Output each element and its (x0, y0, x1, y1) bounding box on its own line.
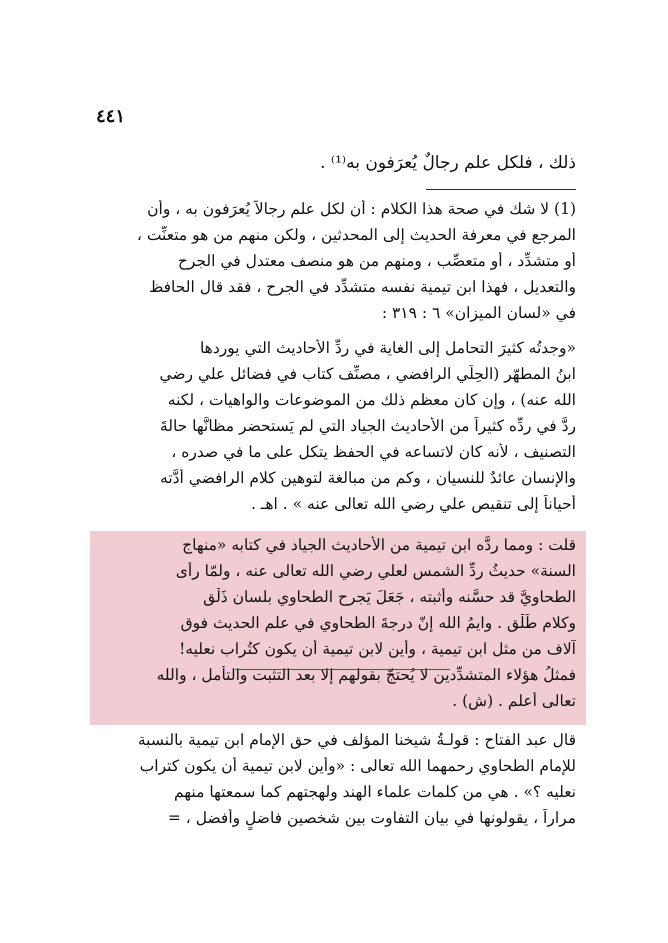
footnote-line: أو متشدِّد ، أو متعصِّب ، ومنهم من هو منصف معتدل في الجرح (177, 252, 576, 270)
note-line: قال عبد الفتاح : قولـةُ شيخنا المؤلف في حق الإمام ابن تيمية بالنسبة (137, 731, 576, 749)
highlight-line: تعالى أعلم . (ش) . (452, 692, 576, 710)
quote-line: الله عنه) ، وإن كان معظم ذلك من الموضوعات والواهيات ، لكنه (167, 391, 576, 409)
editor-note (90, 731, 576, 835)
footnote-line: المرجع في معرفة الحديث إلى المحدثين ، ولكن منهم من هو متعنِّت ، (136, 226, 576, 244)
quote-line: «وجدتُه كثيرَ التحامل إلى الغاية في ردِّ الأحاديث التي يوردها (199, 339, 576, 357)
quote-line: أحياناً إلى تنقيص علي رضي الله تعالى عنه » . اهـ . (250, 495, 576, 513)
quote-line: التصنيف ، لأنه كان لاتساعه في الحفظ يتكل على ما في صدره ، (171, 443, 576, 461)
highlight-line: آلاف من مثل ابن تيمية ، وأين لابن تيمية أن يكون كتُراب نعليه! (179, 640, 576, 658)
page-number: ٤٤١ (96, 106, 126, 127)
underline-annotation (235, 669, 450, 670)
note-line: للإمام الطحاوي رحمهما الله تعالى : «وأين لابن تيمية أن يكون كتراب (139, 757, 576, 775)
footnote-quote (90, 339, 576, 521)
quote-line: ابنُ المطهّر (الحِلّي الرافضي ، مصنِّف كتاب في فضائل علي رضي (159, 365, 576, 383)
quote-line: والإنسان عائدٌ للنسيان ، وكم من مبالغة لتوهين كلام الرافضي أدَّته (160, 469, 576, 487)
footnote-line: (1) لا شك في صحة هذا الكلام : أن لكل علم رجالاً يُعرَفون به ، وأن (147, 200, 576, 218)
highlight-line: فمثلُ هؤلاء المتشدِّدين لا يُحتجّ بقولهم إلا بعد التثبت والتأمل ، والله (156, 666, 576, 684)
footnote-line: والتعديل ، فهذا ابن تيمية نفسه متشدِّد في الجرح ، فقد قال الحافظ (148, 278, 576, 296)
main-text: ذلك ، فلكل علم رجالٌ يُعرَفون به⁽¹⁾ . (320, 153, 576, 173)
note-line: مراراً ، يقولونها في بيان التفاوت بين شخصين فاضلٍ وأفضل ، = (167, 809, 576, 827)
footnote-separator (426, 189, 576, 190)
footnote-intro (90, 200, 576, 330)
footnote-line: في «لسان الميزان» ٦ : ٣١٩ : (381, 304, 576, 322)
highlighted-paragraph (90, 536, 576, 718)
highlight-line: الطحاويَّ قد حسَّنه وأثبته ، جَعَلَ يَجرح الطحاوي بلسان ذَلْق (203, 588, 576, 606)
note-line: نعليه ؟» . هي من كلمات علماء الهند ولهجتهم كما سمعتها منهم (173, 783, 576, 801)
highlight-line: وكلام طَلْق . وايمُ الله إنّ درجةَ الطحاوي في علم الحديث فوق (180, 614, 576, 632)
highlight-line: قلت : ومما ردَّه ابن تيمية من الأحاديث الجياد في كتابه «منهاج (182, 536, 576, 554)
highlight-line: السنة» حديثُ ردِّ الشمس لعلي رضي الله تعالى عنه ، ولمّا رأى (175, 562, 576, 580)
quote-line: ردَّ في ردِّه كثيراً من الأحاديث الجياد التي لم يَستحضر مظانَّها حالةَ (159, 417, 576, 435)
